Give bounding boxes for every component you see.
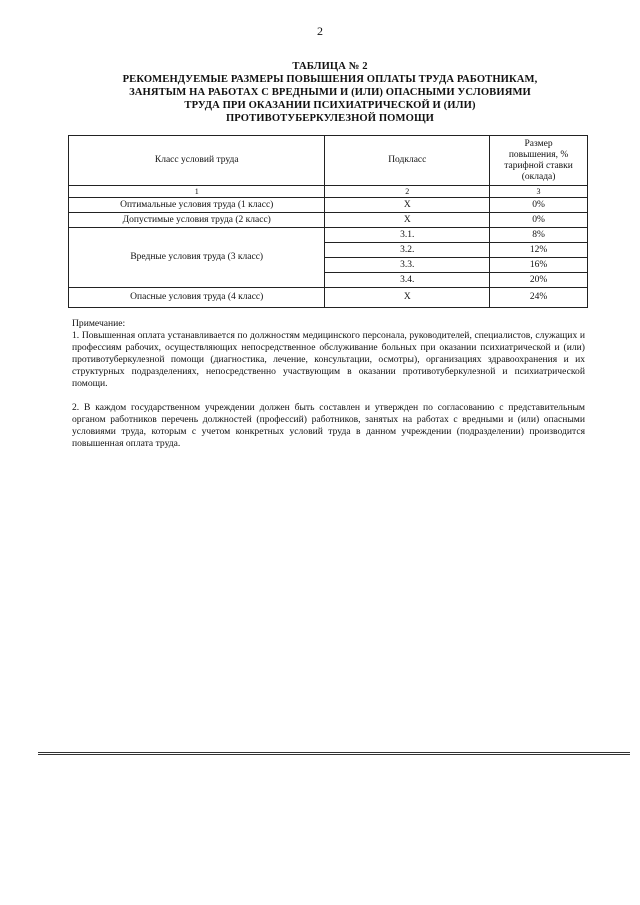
row-dangerous-class: Опасные условия труда (4 класс)	[69, 288, 325, 308]
row-harmful-subclass-3: 3.3.	[325, 258, 490, 273]
col-number-2: 2	[325, 186, 490, 198]
row-acceptable-value: 0%	[490, 213, 588, 228]
title-line-1: ТАБЛИЦА № 2	[292, 61, 368, 72]
row-acceptable-class: Допустимые условия труда (2 класс)	[69, 213, 325, 228]
row-harmful-value-1: 8%	[490, 228, 588, 243]
row-dangerous-subclass: Х	[325, 288, 490, 308]
table-row	[69, 228, 588, 243]
row-harmful-value-3: 16%	[490, 258, 588, 273]
note-heading: Примечание:	[72, 318, 126, 329]
row-harmful-subclass-2: 3.2.	[325, 243, 490, 258]
title-line-5: ПРОТИВОТУБЕРКУЛЕЗНОЙ ПОМОЩИ	[225, 113, 435, 124]
table-title	[70, 60, 590, 125]
header-class: Класс условий труда	[69, 136, 325, 186]
pay-increase-table	[68, 135, 588, 308]
header-subclass: Подкласс	[325, 136, 490, 186]
row-harmful-value-4: 20%	[490, 273, 588, 288]
col-number-1: 1	[69, 186, 325, 198]
row-harmful-value-2: 12%	[490, 243, 588, 258]
column-number-row	[69, 186, 588, 198]
row-harmful-subclass-1: 3.1.	[325, 228, 490, 243]
row-optimal-class: Оптимальные условия труда (1 класс)	[69, 198, 325, 213]
note-item-2: 2. В каждом государственном учреждении должен быть составлен и утвержден по согласованию с представительным органом работников перечень должностей (профессий) работников, занятых на работах с вредными и (или) опасными условиями труда, которым с учетом конкретных условий труда в данном учреждении (подразделении) производится повышенная оплата труда.	[72, 402, 585, 449]
title-line-4: ТРУДА ПРИ ОКАЗАНИИ ПСИХИАТРИЧЕСКОЙ И (ИЛИ)	[184, 100, 476, 111]
header-size	[490, 136, 588, 186]
title-line-2: РЕКОМЕНДУЕМЫЕ РАЗМЕРЫ ПОВЫШЕНИЯ ОПЛАТЫ ТРУДА РАБОТНИКАМ,	[122, 74, 538, 85]
row-acceptable-subclass: Х	[325, 213, 490, 228]
table-row	[69, 288, 588, 308]
table-row	[69, 213, 588, 228]
title-line-3: ЗАНЯТЫМ НА РАБОТАХ С ВРЕДНЫМИ И (ИЛИ) ОПАСНЫМИ УСЛОВИЯМИ	[129, 87, 531, 98]
note-section	[72, 318, 585, 450]
col-number-3: 3	[490, 186, 588, 198]
header-size-line-2: повышения, %	[508, 149, 569, 160]
header-size-line-4: (оклада)	[521, 171, 556, 182]
table-header-row	[69, 136, 588, 186]
header-size-line-3: тарифной ставки	[504, 160, 573, 171]
footer-divider	[38, 752, 630, 755]
row-optimal-subclass: Х	[325, 198, 490, 213]
note-item-1: 1. Повышенная оплата устанавливается по должностям медицинского персонала, руководителей, специалистов, служащих и профессиям рабочих, осуществляющих непосредственное обслуживание больных при оказании психиатрической и (или) противотуберкулезной помощи (диагностика, лечение, консультации, осмотры), организациях здравоохранения и их структурных подразделениях, непосредственно участвующим в оказании противотуберкулезной и психиатрической помощи.	[72, 330, 585, 389]
row-harmful-class: Вредные условия труда (3 класс)	[69, 228, 325, 288]
page-number: 2	[317, 24, 323, 38]
table-row	[69, 198, 588, 213]
row-harmful-subclass-4: 3.4.	[325, 273, 490, 288]
header-size-line-1: Размер	[524, 138, 553, 149]
row-dangerous-value: 24%	[490, 288, 588, 308]
row-optimal-value: 0%	[490, 198, 588, 213]
